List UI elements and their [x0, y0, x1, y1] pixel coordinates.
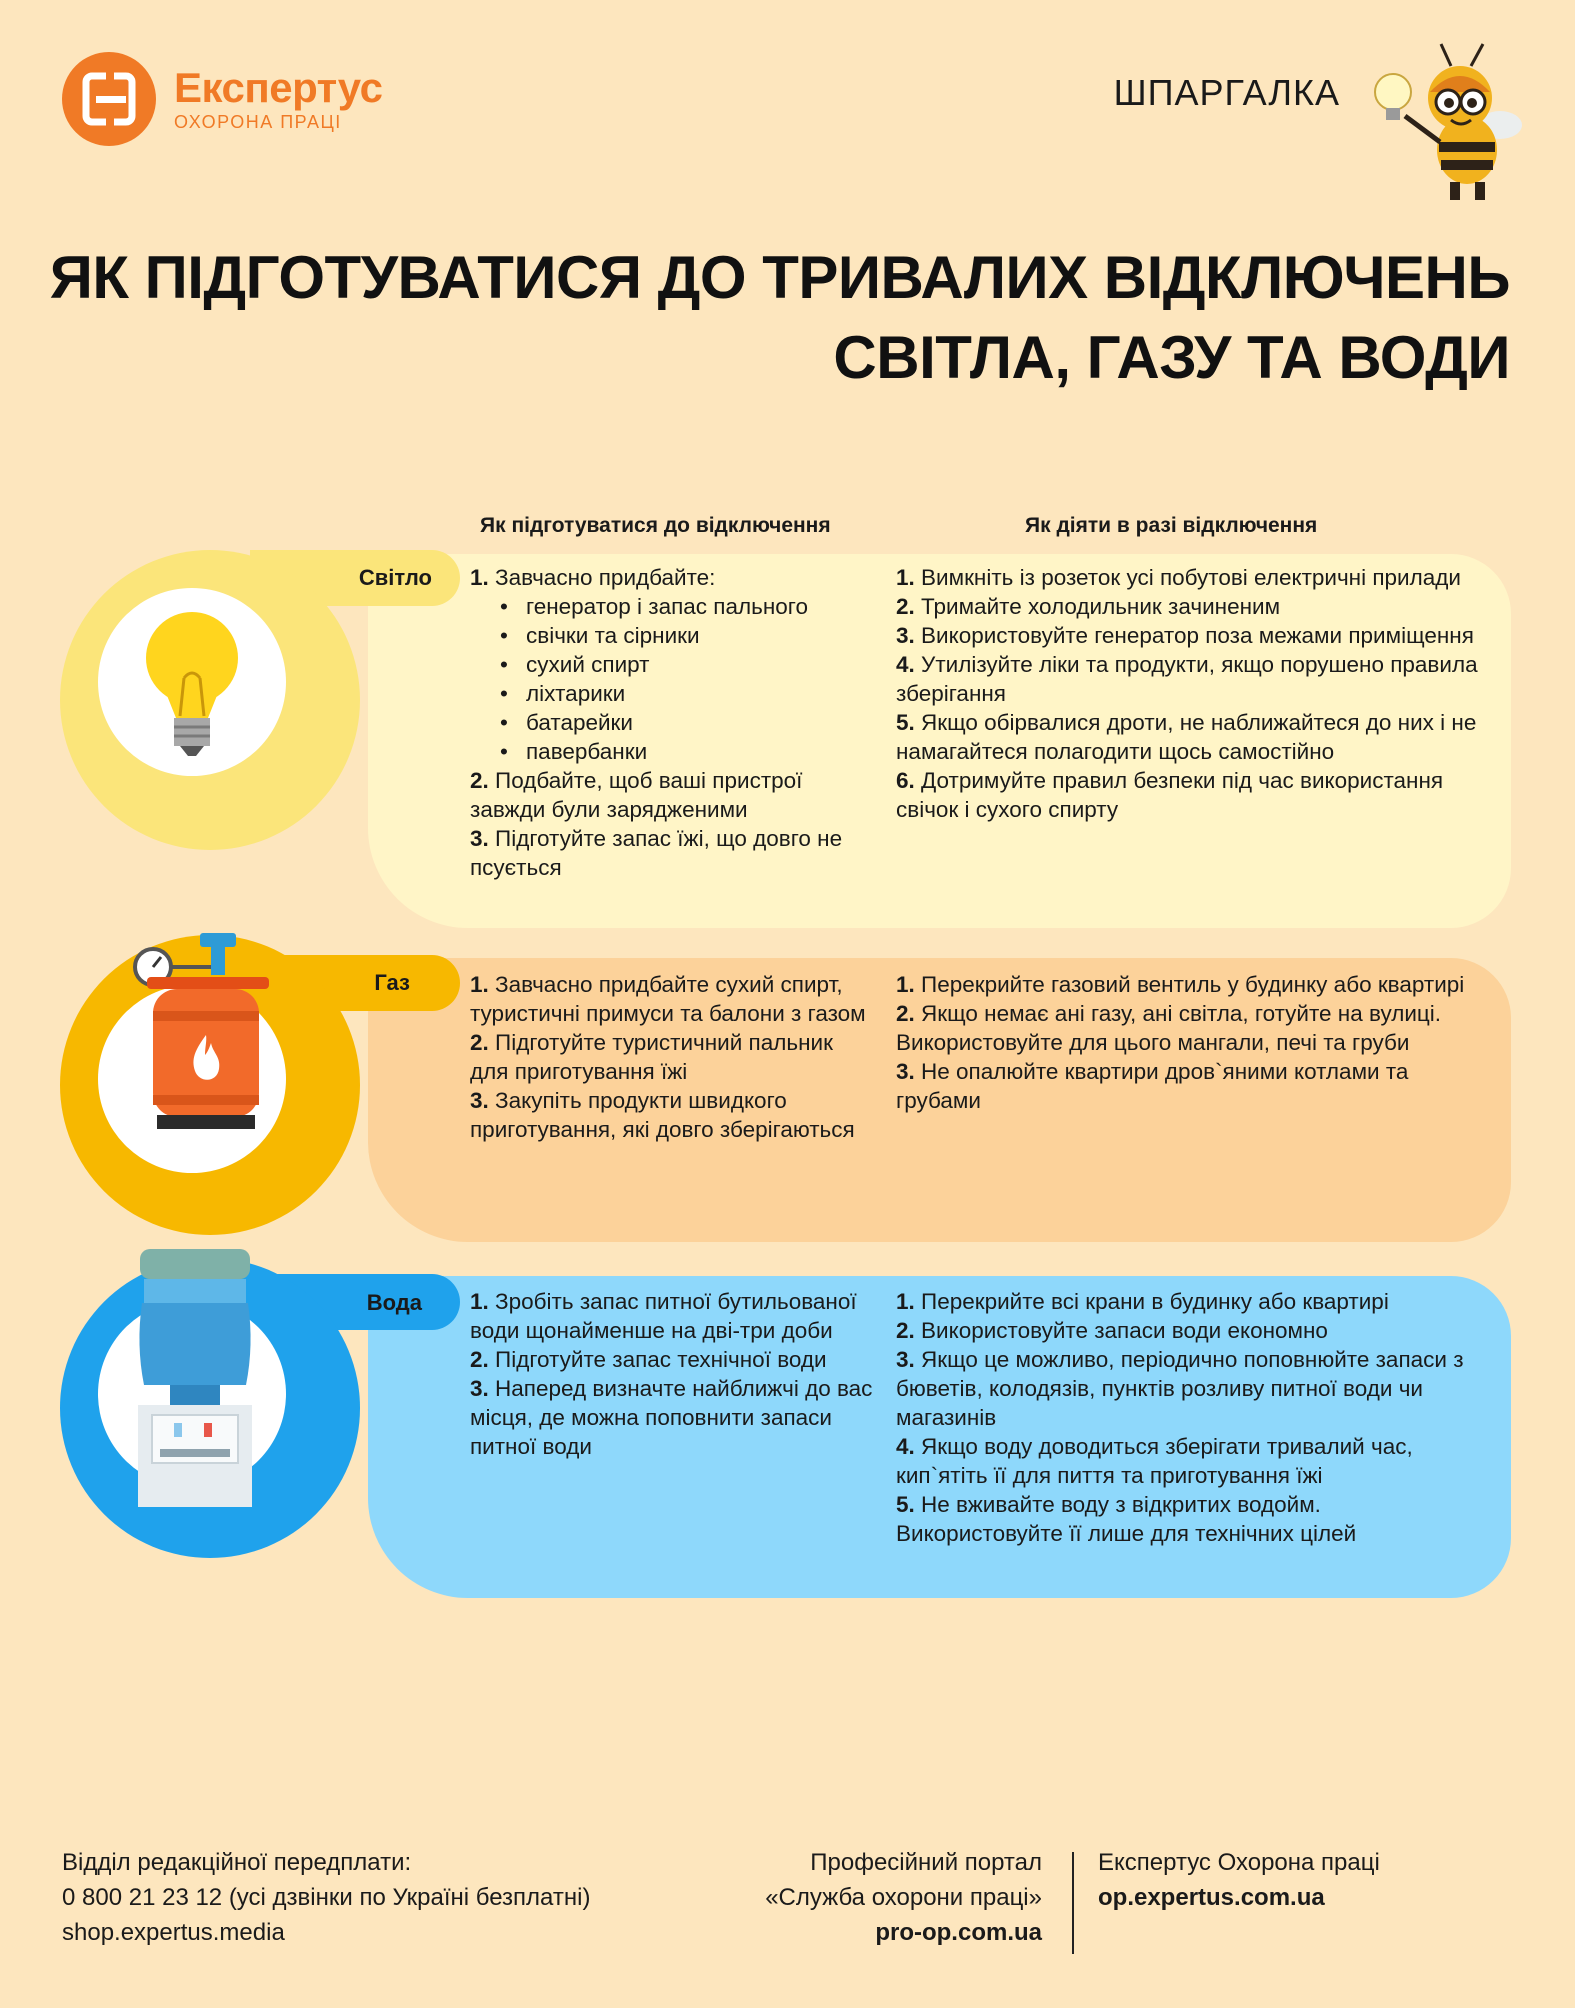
list-item: • генератор і запас пального — [500, 592, 870, 621]
list-item: 3. Якщо це можливо, періодично поповнюйте запаси з бюветів, колодязів, пунктів розливу питної води чи магазинів — [896, 1347, 1464, 1430]
footer-brand — [1098, 1845, 1380, 1915]
footer-subscription-title: Відділ редакційної передплати: — [62, 1849, 412, 1876]
list-item: 4. Якщо воду доводиться зберігати тривалий час, кип`ятіть її для пиття та приготування їжі — [896, 1434, 1413, 1488]
list-item: • сухий спирт — [500, 650, 870, 679]
footer-shop-link[interactable]: shop.expertus.media — [62, 1919, 285, 1946]
cheat-sheet-label: ШПАРГАЛКА — [1113, 72, 1340, 113]
list-item: 3. Підготуйте запас їжі, що довго не псується — [470, 826, 843, 880]
list-item: • ліхтарики — [500, 679, 870, 708]
title-line-1: ЯК ПІДГОТУВАТИСЯ ДО ТРИВАЛИХ ВІДКЛЮЧЕНЬ — [49, 244, 1510, 311]
section-water-prepare — [470, 1287, 880, 1461]
list-item: 3. Не опалюйте квартири дров`яними котлами та грубами — [896, 1059, 1409, 1113]
section-light-icon-circle — [98, 588, 286, 776]
footer-phone[interactable]: 0 800 21 23 12 (усі дзвінки по Україні безплатні) — [62, 1884, 591, 1911]
list-item: 2. Якщо немає ані газу, ані світла, готуйте на вулиці. Використовуйте для цього мангали, печі та груби — [896, 1001, 1442, 1055]
section-gas-act — [896, 970, 1486, 1115]
list-item: 2. Підготуйте туристичний пальник для приготування їжі — [470, 1030, 833, 1084]
list-item: 2. Подбайте, щоб ваші пристрої завжди були зарядженими — [470, 768, 803, 822]
footer-portal-name: «Служба охорони праці» — [765, 1884, 1042, 1911]
light-bulb-icon — [98, 588, 286, 776]
list-item: 1. Перекрийте всі крани в будинку або квартирі — [896, 1289, 1389, 1314]
footer-portal-title: Професійний портал — [810, 1849, 1042, 1876]
list-item: 3. Закупіть продукти швидкого приготування, які довго зберігаються — [470, 1088, 855, 1142]
list-item: 1. Перекрийте газовий вентиль у будинку або квартирі — [896, 972, 1465, 997]
section-gas-label: Газ — [374, 970, 410, 995]
list-item: 6. Дотримуйте правил безпеки під час використання свічок і сухого спирту — [896, 768, 1444, 822]
expertus-logo-icon — [62, 52, 156, 146]
title-line-2: СВІТЛА, ГАЗУ ТА ВОДИ — [833, 324, 1510, 391]
list-item: 5. Не вживайте воду з відкритих водойм. Використовуйте її лише для технічних цілей — [896, 1492, 1357, 1546]
list-item: 2. Тримайте холодильник зачиненим — [896, 594, 1281, 619]
footer-portal-link[interactable]: pro-op.com.ua — [875, 1919, 1042, 1946]
water-cooler-icon — [130, 1245, 260, 1515]
list-item: 1. Завчасно придбайте сухий спирт, туристичні примуси та балони з газом — [470, 972, 866, 1026]
footer-subscription — [62, 1845, 590, 1950]
list-item: 2. Використовуйте запаси води економно — [896, 1318, 1328, 1343]
list-item: 2. Підготуйте запас технічної води — [470, 1347, 827, 1372]
bee-mascot-icon — [1355, 30, 1535, 215]
list-item: • свічки та сірники — [500, 621, 870, 650]
column-header-act: Як діяти в разі відключення — [1025, 514, 1318, 537]
list-item: • батарейки — [500, 708, 870, 737]
list-item: 3. Використовуйте генератор поза межами приміщення — [896, 623, 1474, 648]
footer-brand-name: Експертус Охорона праці — [1098, 1849, 1380, 1876]
list-item: 5. Якщо обірвалися дроти, не наближайтеся до них і не намагайтеся полагодити щось самостійно — [896, 710, 1477, 764]
brand-subtitle: ОХОРОНА ПРАЦІ — [174, 111, 342, 132]
bullet-list — [470, 592, 870, 766]
list-item: 1. Зробіть запас питної бутильованої води щонайменше на дві-три доби — [470, 1289, 857, 1343]
brand-logo — [62, 52, 382, 146]
gas-cylinder-icon — [125, 925, 275, 1145]
section-water-label: Вода — [366, 1290, 422, 1315]
list-item: 1. Вимкніть із розеток усі побутові електричні прилади — [896, 565, 1461, 590]
page-title — [50, 238, 1510, 398]
list-item: • павербанки — [500, 737, 870, 766]
section-light-act — [896, 563, 1486, 824]
column-header-prepare: Як підготуватися до відключення — [480, 514, 831, 537]
footer-divider — [1072, 1852, 1074, 1954]
section-light-label: Світло — [358, 565, 432, 590]
brand-name: Експертус — [174, 63, 383, 111]
list-item: 1. Завчасно придбайте: — [470, 565, 716, 590]
section-light-prepare — [470, 563, 870, 882]
list-item: 4. Утилізуйте ліки та продукти, якщо порушено правила зберігання — [896, 652, 1478, 706]
list-item: 3. Наперед визначте найближчі до вас місця, де можна поповнити запаси питної води — [470, 1376, 873, 1459]
section-water-act — [896, 1287, 1486, 1548]
footer-portal — [700, 1845, 1042, 1950]
footer-brand-link[interactable]: op.expertus.com.ua — [1098, 1884, 1325, 1911]
section-gas-prepare — [470, 970, 870, 1144]
